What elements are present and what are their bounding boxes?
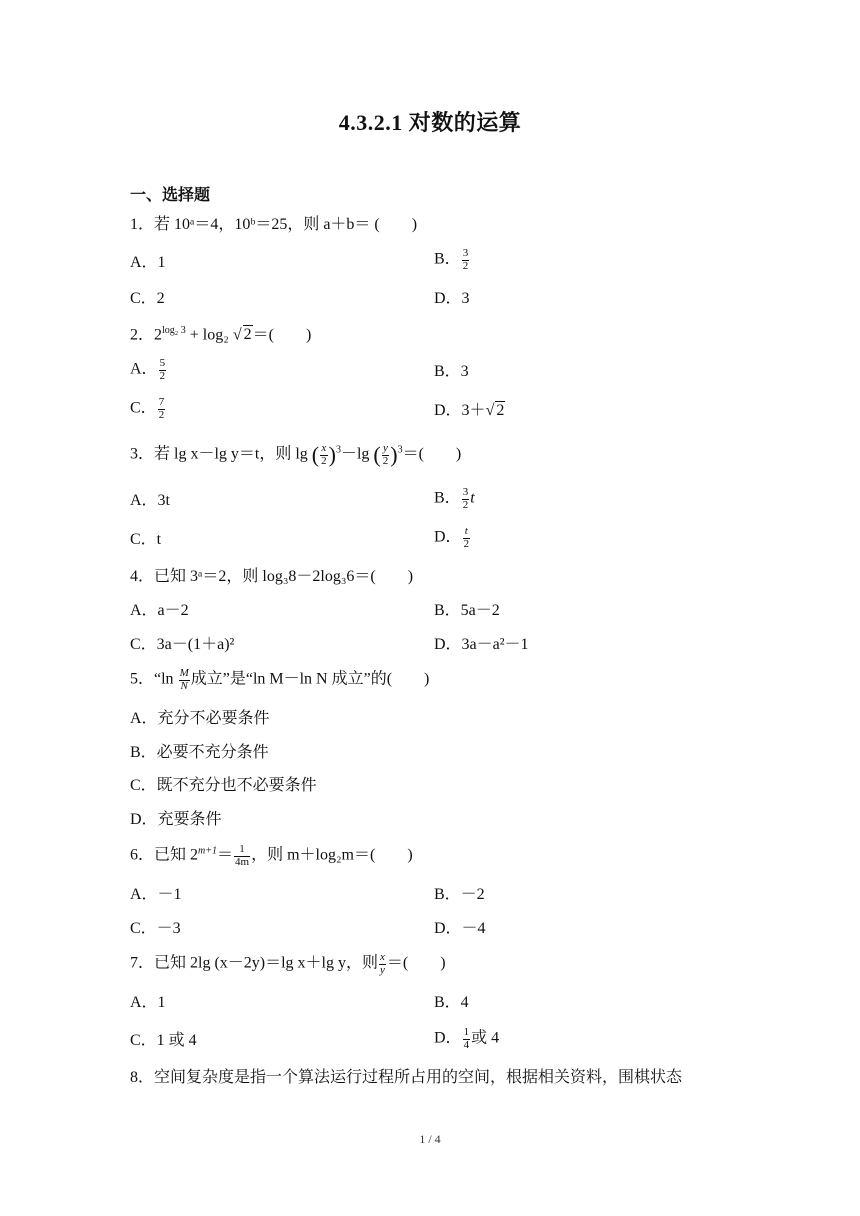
question-2-stem: 2．$2^{log_2 3} + \log_2$ √ 2＝( ) — [130, 325, 312, 344]
question-2-option-c: C． $\frac{7}{2}$ — [130, 396, 165, 421]
question-1-stem: 1．若 10ᵃ＝4，10ᵇ＝25，则 a＋b＝ ( ) — [130, 216, 418, 233]
section-heading: 一、选择题 — [130, 187, 211, 204]
question-2-option-d: D．3＋√ 2 — [434, 402, 505, 419]
question-7-option-d: D． $\frac{1}{4}$ 或 4 — [434, 1026, 500, 1051]
question-3-option-c: C．t — [130, 531, 162, 548]
question-1-option-b: B． $\frac{3}{2}$ — [434, 247, 469, 272]
question-5-option-c: C．既不充分也不必要条件 — [130, 777, 317, 794]
question-3-option-d: D． $\frac{t}{2}$ — [434, 525, 470, 550]
question-7-option-c: C．1 或 4 — [130, 1032, 197, 1049]
question-6-option-d: D．－4 — [434, 920, 486, 937]
question-6-option-a: A．－1 — [130, 886, 182, 903]
question-5-option-d: D．充要条件 — [130, 811, 222, 828]
question-4-option-b: B．5a－2 — [434, 602, 500, 619]
question-1-option-d: D．3 — [434, 290, 470, 307]
question-6-option-c: C．－3 — [130, 920, 181, 937]
question-3-option-b: B． $\frac{3}{2}$ t — [434, 486, 475, 511]
question-5-option-a: A．充分不必要条件 — [130, 710, 270, 727]
question-4-option-c: C．3a－(1＋a)² — [130, 636, 235, 653]
question-3-option-a: A．3t — [130, 492, 171, 509]
question-2-option-b: B．3 — [434, 363, 469, 380]
question-5-option-b: B．必要不充分条件 — [130, 744, 269, 761]
question-4-stem: 4．已知 3ᵃ＝2，则 log₃8－2log₃6＝( ) — [130, 568, 414, 585]
question-1-option-c: C．2 — [130, 290, 165, 307]
question-4-option-a: A．a－2 — [130, 602, 189, 619]
page-number: 1 / 4 — [419, 1132, 441, 1146]
question-5-stem: 5．“ln $\frac{M}{N}$ 成立”是“ln M－ln N 成立”的( ) — [130, 667, 430, 692]
question-6-stem: 6．已知 $2^{m+1}=$ $\frac{1}{4m}$ ，则 m＋log₂m＝( ) — [130, 843, 413, 868]
question-7-stem: 7．已知 2lg (x－2y)＝lg x＋lg y，则 $\frac{x}{y}$ ＝( ) — [130, 951, 446, 976]
page-title: 4.3.2.1 对数的运算 — [338, 110, 522, 135]
question-1-option-a: A．1 — [130, 254, 166, 271]
question-6-option-b: B．－2 — [434, 886, 485, 903]
question-2-option-a: A． $\frac{5}{2}$ — [130, 357, 166, 382]
question-7-option-a: A．1 — [130, 994, 166, 1011]
question-8-stem: 8．空间复杂度是指一个算法运行过程所占用的空间，根据相关资料，围棋状态 — [130, 1069, 683, 1086]
question-4-option-d: D．3a－a²－1 — [434, 636, 529, 653]
question-7-option-b: B．4 — [434, 994, 469, 1011]
question-3-stem: 3．若 lg x－lg y＝t，则 lg ( $\frac{x}{2}$ )$^3$－lg ( $\frac{y}{2}$ )$^3$＝( ) — [130, 442, 462, 468]
